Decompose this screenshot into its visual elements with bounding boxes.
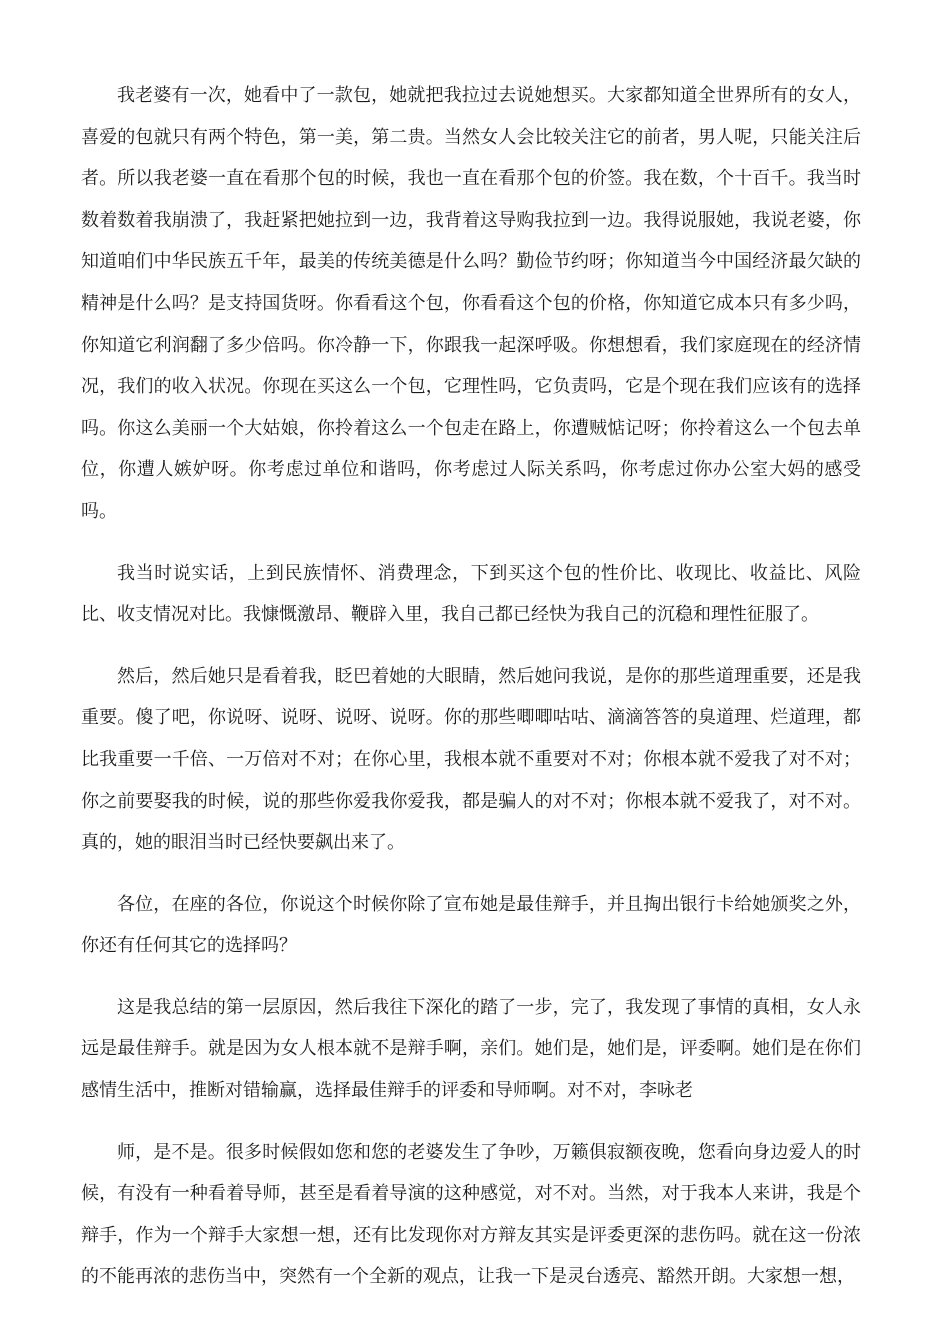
paragraph-3: 然后，然后她只是看着我，眨巴着她的大眼睛，然后她问我说，是你的那些道理重要，还是我重要。傻了吧，你说呀、说呀、说呀、说呀。你的那些唧唧咕咕、滴滴答答的臭道理、烂道理，都比我重要一千倍、一万倍对不对；在你心里，我根本就不重要对不对；你根本就不爱我了对不对；你之前要娶我的时候，说的那些你爱我你爱我，都是骗人的对不对；你根本就不爱我了，对不对。真的，她的眼泪当时已经快要飙出来了。: [81, 665, 861, 854]
paragraph-6: 师，是不是。很多时候假如您和您的老婆发生了争吵，万籁俱寂额夜晚，您看向身边爱人的时候，有没有一种看着导师，甚至是看着导演的这种感觉，对不对。当然，对于我本人来讲，我是个辩手，作为一个辩手大家想一想，还有比发现你对方辩友其实是评委更深的悲伤吗。就在这一份浓的不能再浓的悲伤当中，突然有一个全新的观点，让我一下是灵台透亮、豁然开朗。大家想一想，: [81, 1141, 861, 1288]
paragraph-2: 我当时说实话，上到民族情怀、消费理念，下到买这个包的性价比、收现比、收益比、风险比、收支情况对比。我慷慨激昂、鞭辟入里，我自己都已经快为我自己的沉稳和理性征服了。: [81, 562, 861, 626]
paragraph-5: 这是我总结的第一层原因，然后我往下深化的踏了一步，完了，我发现了事情的真相，女人永远是最佳辩手。就是因为女人根本就不是辩手啊，亲们。她们是，她们是，评委啊。她们是在你们感情生活中，推断对错输赢，选择最佳辩手的评委和导师啊。对不对，李咏老: [81, 996, 861, 1102]
document-body: [81, 75, 861, 1318]
paragraph-1: 我老婆有一次，她看中了一款包，她就把我拉过去说她想买。大家都知道全世界所有的女人，喜爱的包就只有两个特色，第一美，第二贵。当然女人会比较关注它的前者，男人呢，只能关注后者。所以我老婆一直在看那个包的时候，我也一直在看那个包的价签。我在数，个十百千。我当时数着数着我崩溃了，我赶紧把她拉到一边，我背着这导购我拉到一边。我得说服她，我说老婆，你知道咱们中华民族五千年，最美的传统美德是什么吗？勤俭节约呀；你知道当今中国经济最欠缺的精神是什么吗？是支持国货呀。你看看这个包，你看看这个包的价格，你知道它成本只有多少吗，你知道它利润翻了多少倍吗。你冷静一下，你跟我一起深呼吸。你想想看，我们家庭现在的经济情况，我们的收入状况。你现在买这么一个包，它理性吗，它负责吗，它是个现在我们应该有的选择吗。你这么美丽一个大姑娘，你拎着这么一个包走在路上，你遭贼惦记呀；你拎着这么一个包去单位，你遭人嫉妒呀。你考虑过单位和谐吗，你考虑过人际关系吗，你考虑过你办公室大妈的感受吗。: [81, 85, 861, 522]
paragraph-4: 各位，在座的各位，你说这个时候你除了宣布她是最佳辩手，并且掏出银行卡给她颁奖之外，你还有任何其它的选择吗？: [81, 893, 861, 957]
